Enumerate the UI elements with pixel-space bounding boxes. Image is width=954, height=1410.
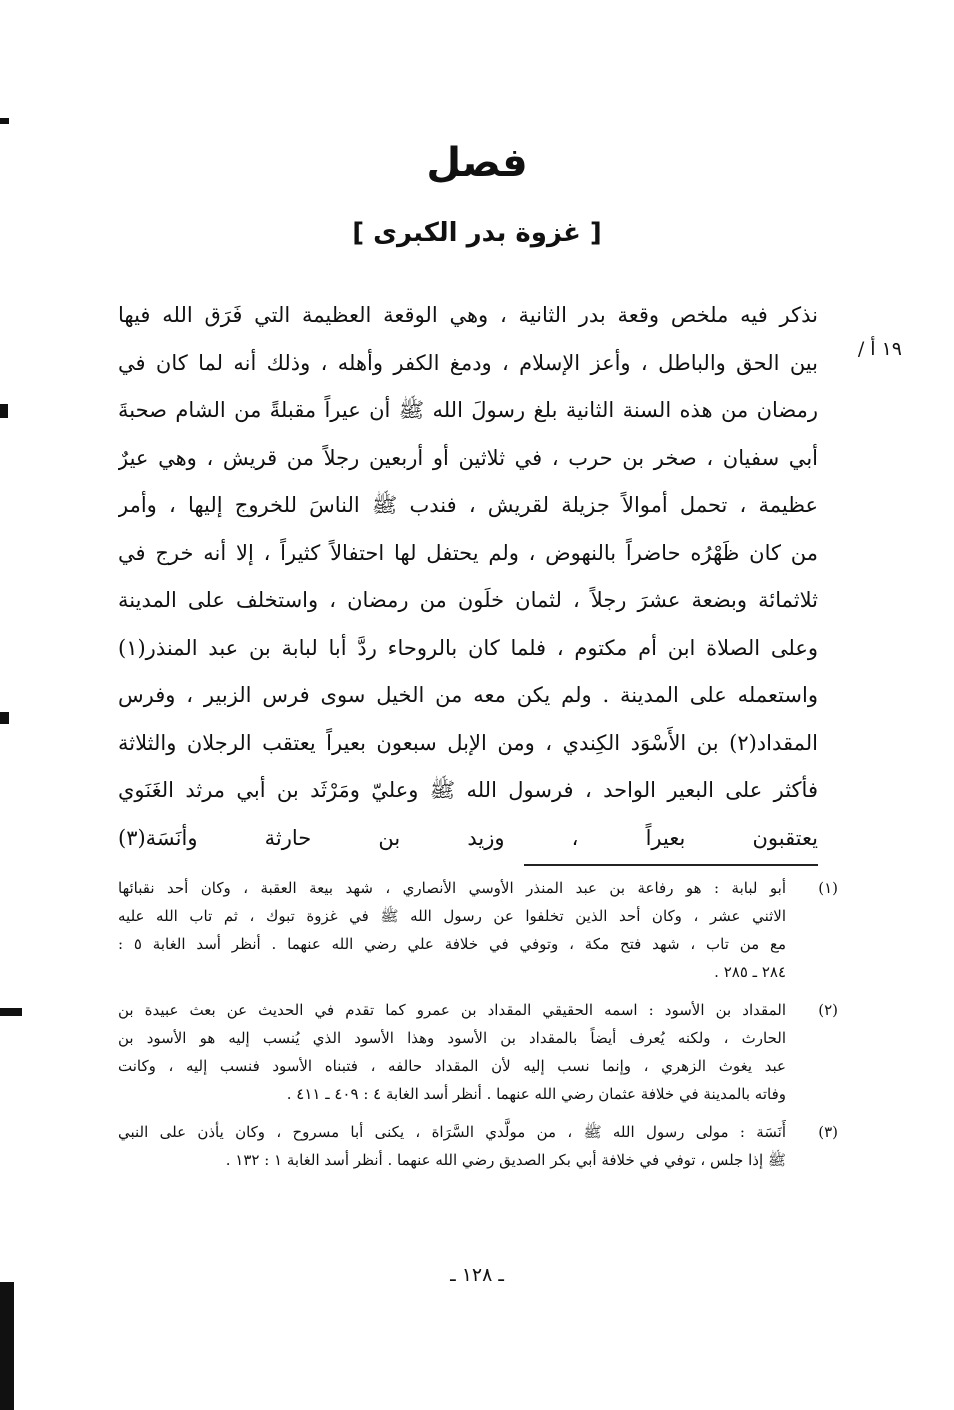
text-line: واستعمله على المدينة . ولم يكن معه من الخيل سوى فرس الزبير ، وفرس xyxy=(118,683,818,707)
footnote-line: أَنَسَة : مولى رسول الله ﷺ ، من مولَّدي السَّرَاة ، يكنى أبا مسروح ، وكان يأذن على النبي xyxy=(118,1123,786,1141)
footnote-line: وفاته بالمدينة في خلافة عثمان رضي الله عنهما . أنظر أسد الغابة ٤ : ٤٠٩ ـ ٤١١ . xyxy=(286,1085,786,1103)
scan-edge-mark xyxy=(0,404,8,418)
scan-edge-mark xyxy=(0,118,9,124)
footnote-line: ٢٨٤ ـ ٢٨٥ . xyxy=(714,963,786,981)
text-line: من كان ظَهْرُه حاضراً بالنهوض ، ولم يحتفل لها احتفالاً كثيراً ، إلا أنه خرج في xyxy=(118,540,818,565)
manuscript-folio-note: ١٩ أ / xyxy=(857,338,902,360)
footnote-number: (٢) xyxy=(818,1001,838,1019)
footnote-text xyxy=(118,1118,786,1174)
main-text xyxy=(118,292,818,862)
text-line: المقداد(٢) بن الأَسْوَد الكِندي ، ومن الإبل سبعون بعيراً يعتقب الرجلان والثلاثة xyxy=(118,730,818,755)
footnote-line: مع من تاب ، شهد فتح مكة ، وتوفي في خلافة علي رضي الله عنهما . أنظر أسد الغابة ٥ : xyxy=(118,935,786,953)
scan-edge-mark xyxy=(0,712,9,724)
footnote-text xyxy=(118,874,786,986)
text-line: أبي سفيان ، صخر بن حرب ، في ثلاثين أو أربعين رجلاً من قريش ، وهي عيرٌ xyxy=(118,445,818,470)
page-number: ـ ١٢٨ ـ xyxy=(450,1264,504,1286)
footnote xyxy=(118,1118,838,1174)
chapter-title: فصل xyxy=(426,140,528,186)
text-line: وعلى الصلاة ابن أم مكتوم ، فلما كان بالروحاء ردَّ أبا لبابة بن عبد المنذر(١) xyxy=(118,635,818,660)
footnote-text xyxy=(118,996,786,1108)
scan-edge-mark xyxy=(0,1282,14,1410)
text-line: ثلاثمائة وبضعة عشرَ رجلاً ، لثمان خلَون من رمضان ، واستخلف على المدينة xyxy=(118,588,818,612)
footnote-separator xyxy=(524,864,818,866)
footnote xyxy=(118,874,838,986)
text-line: عظيمة ، تحمل أموالاً جزيلة لقريش ، فندب ﷺ الناسَ للخروج إليها ، وأمر xyxy=(118,493,818,517)
text-line: رمضان من هذه السنة الثانية بلغ رسولَ الله ﷺ أن عيراً مقبلةً من الشام صحبةَ xyxy=(118,398,818,422)
footnote-number: (١) xyxy=(818,879,838,897)
scan-edge-mark xyxy=(0,1008,22,1016)
footnote-line: عبد يغوث الزهري ، وإنما نسب إليه لأن المقداد حالفه ، فتبناه الأسود فنسب إليه ، وكانت xyxy=(118,1057,786,1075)
footnote-line: المقداد بن الأسود : اسمه الحقيقي المقداد بن عمرو كما تقدم في الحديث عن بعث عبيدة بن xyxy=(118,1001,786,1019)
text-line: بين الحق والباطل ، وأعز الإسلام ، ودمغ الكفر وأهله ، وذلك أنه لما كان في xyxy=(118,350,818,375)
text-line: يعتقبون بعيراً ، وزيد بن حارثة وأنَسَة(٣) xyxy=(118,825,818,850)
footnote xyxy=(118,996,838,1108)
text-line: نذكر فيه ملخص وقعة بدر الثانية ، وهي الوقعة العظيمة التي فَرَق الله فيها xyxy=(118,303,818,327)
chapter-subtitle: [ غزوة بدر الكبرى ] xyxy=(352,218,602,248)
text-line: فأكثر على البعير الواحد ، فرسول الله ﷺ وعليّ ومَرْثَد بن أبي مرثد الغَنَوي xyxy=(118,778,818,802)
footnote-line: الحارث ، ولكنه يُعرف أيضاً بالمقداد بن الأسود وهذا الأسود الذي يُنسب إليه هو الأسود بن xyxy=(118,1029,786,1047)
footnote-line: ﷺ إذا جلس ، توفي في خلافة أبي بكر الصديق رضي الله عنهما . أنظر أسد الغابة ١ : ١٣٢ . xyxy=(225,1151,786,1169)
footnotes xyxy=(118,874,838,1184)
footnote-line: الاثني عشر ، وكان أحد الذين تخلفوا عن رسول الله ﷺ في غزوة تبوك ، ثم تاب الله عليه xyxy=(118,907,786,925)
footnote-number: (٣) xyxy=(818,1123,838,1141)
footnote-line: أبو لبابة : هو رفاعة بن عبد المنذر الأوسي الأنصاري ، شهد بيعة العقبة ، وكان أحد نقبائها xyxy=(118,879,786,897)
